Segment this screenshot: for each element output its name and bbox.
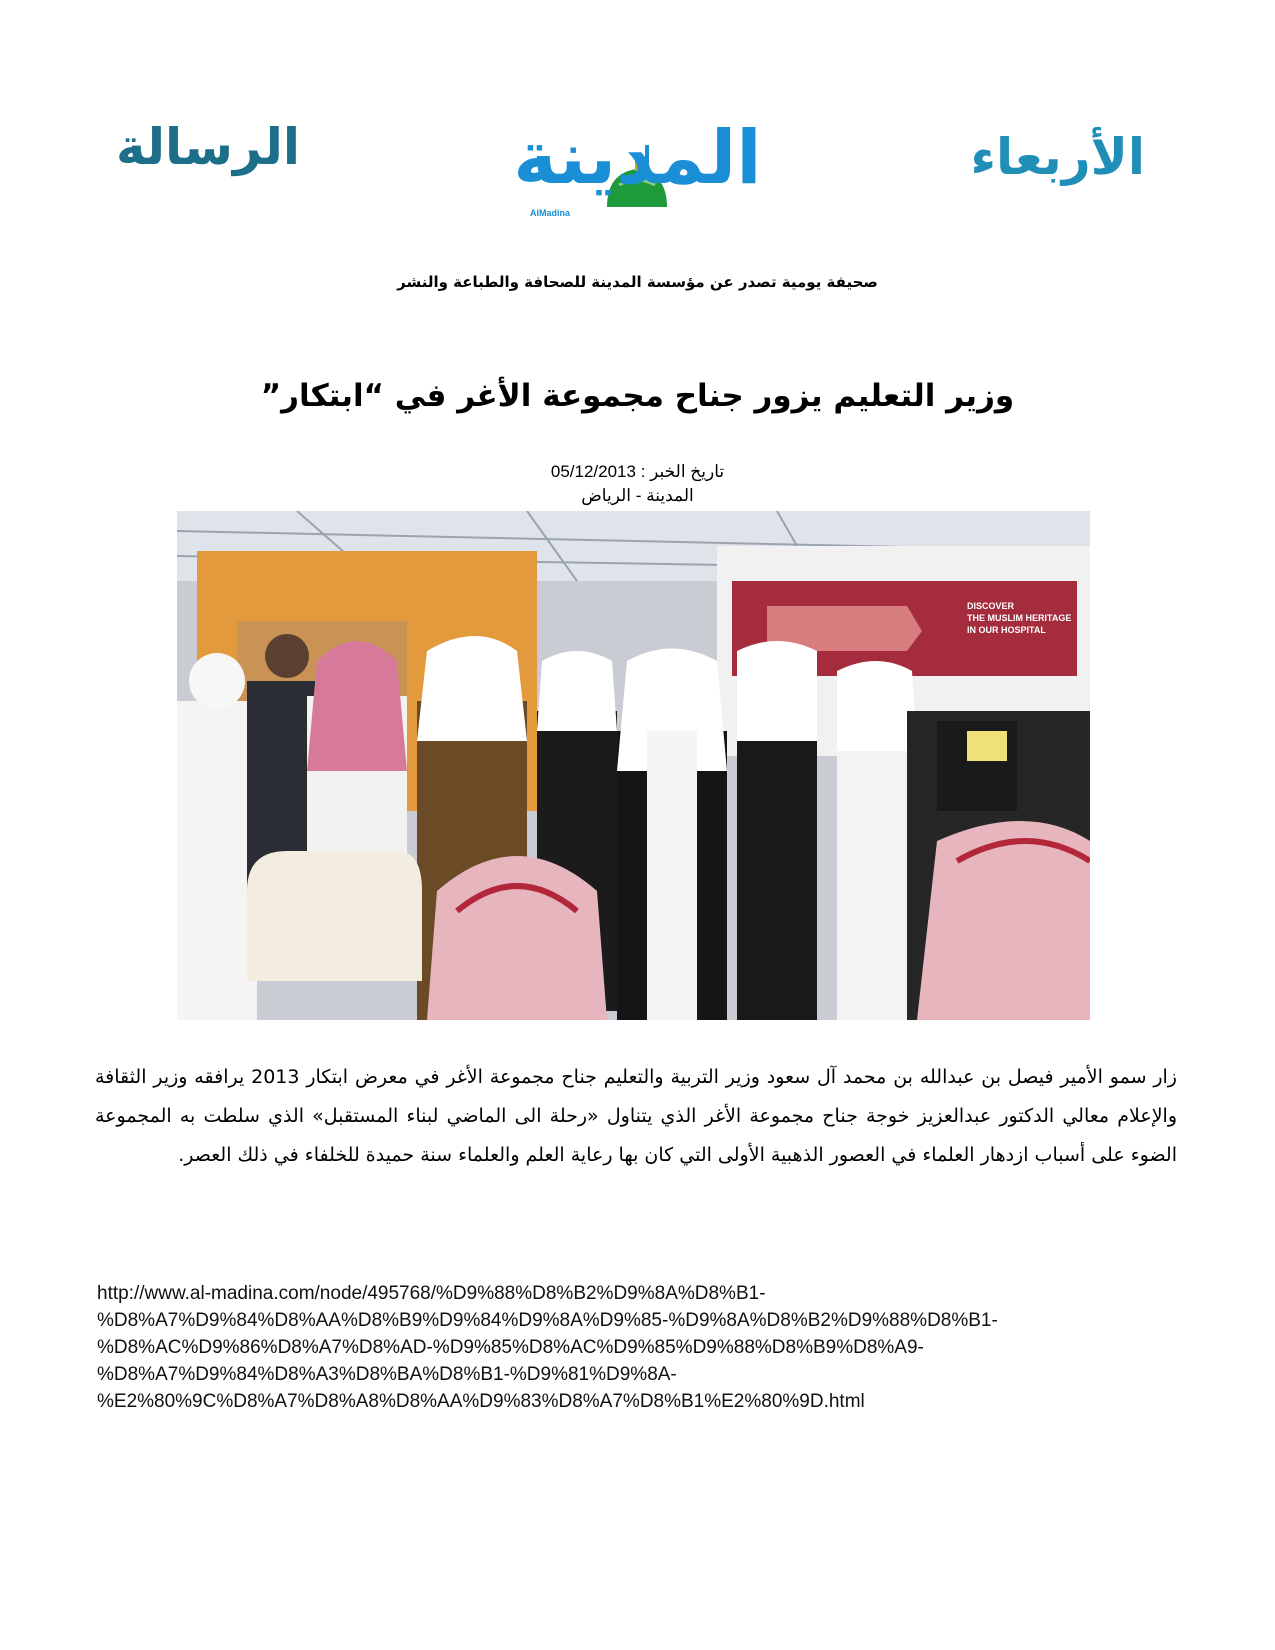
article-paragraph: زار سمو الأمير فيصل بن عبدالله بن محمد آل سعود وزير التربية والتعليم جناح مجموعة الأغر في معرض ابتكار 2013 يرافقه وزير الثقافة والإعلام معالي الدكتور عبدالعزيز خوجة جناح مجموعة الأغر الذي يتناول «رحلة الى الماضي لبناء المستقبل» الذي سلطت به المجموعة الضوء على أسباب ازدهار العلماء في العصور الذهبية الأولى التي كان بها رعاية العلم والعلماء سنة حميدة للخلفاء في ذلك العصر. bbox=[95, 1066, 1177, 1166]
source-url-line-3[interactable]: %D8%AC%D9%86%D8%A7%D8%AD-%D9%85%D8%AC%D9%85%D9%88%D8%B9%D8%A9- bbox=[97, 1337, 924, 1358]
banner-line-1: DISCOVER bbox=[967, 601, 1015, 611]
almadina-logo bbox=[505, 95, 770, 227]
article-date: تاريخ الخبر : 05/12/2013 bbox=[550, 462, 725, 481]
source-url-line-1[interactable]: http://www.al-madina.com/node/495768/%D9%88%D8%B2%D9%8A%D8%B1- bbox=[97, 1283, 766, 1304]
date-value: 05/12/2013 bbox=[550, 462, 636, 481]
alresala-logo: الرسالة bbox=[115, 118, 300, 176]
banner-line-3: IN OUR HOSPITAL bbox=[967, 625, 1046, 635]
article-byline: المدينة - الرياض bbox=[581, 486, 694, 505]
article-photo bbox=[177, 511, 1090, 1020]
article-title: وزير التعليم يزور جناح مجموعة الأغر في “ابتكار” bbox=[260, 378, 1015, 414]
source-url-line-4[interactable]: %D8%A7%D9%84%D8%A3%D8%BA%D8%B1-%D9%81%D9%8A- bbox=[97, 1364, 677, 1385]
newspaper-tagline: صحيفة يومية تصدر عن مؤسسة المدينة للصحافة والطباعة والنشر bbox=[397, 273, 878, 291]
source-url[interactable] bbox=[97, 1280, 1177, 1415]
banner-line-2: THE MUSLIM HERITAGE bbox=[967, 613, 1072, 623]
almadina-logo-subtitle: AlMadina bbox=[530, 208, 571, 218]
article-dateline bbox=[0, 460, 1275, 508]
date-label: تاريخ الخبر bbox=[650, 462, 725, 481]
source-url-line-5[interactable]: %E2%80%9C%D8%A7%D8%A8%D8%AA%D9%83%D8%A7%D8%B1%E2%80%9D.html bbox=[97, 1391, 865, 1412]
almadina-logo-text: المدينة bbox=[513, 115, 762, 201]
source-url-line-2[interactable]: %D8%A7%D9%84%D8%AA%D8%B9%D9%84%D9%8A%D9%85-%D9%8A%D8%B2%D9%88%D8%B1- bbox=[97, 1310, 998, 1331]
article-body bbox=[95, 1058, 1177, 1175]
alarbeaa-logo: الأربعاء bbox=[970, 128, 1145, 186]
